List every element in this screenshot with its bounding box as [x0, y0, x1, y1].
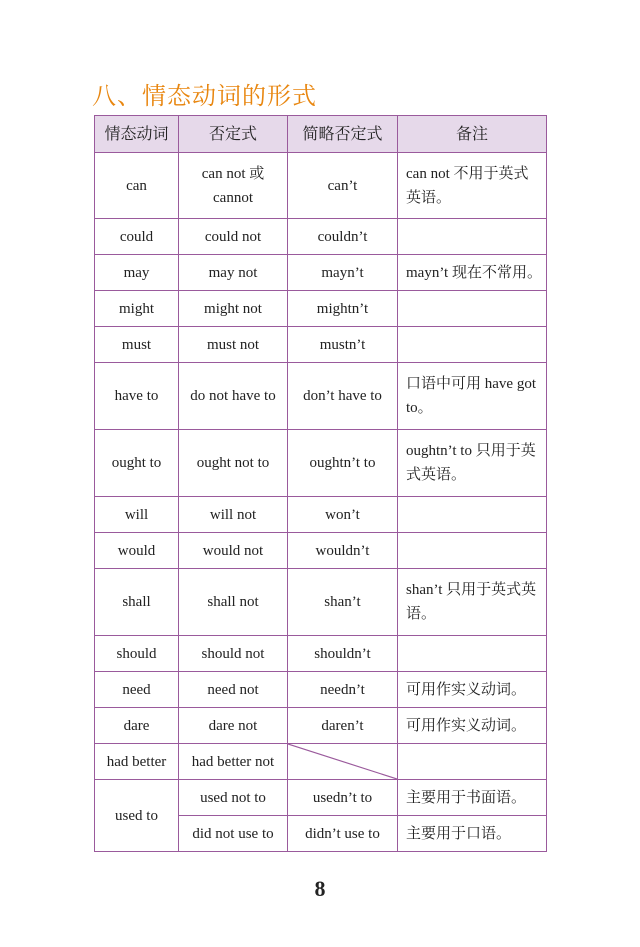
negative-cell: do not have to: [179, 363, 288, 430]
short-negative-cell: shan’t: [288, 569, 398, 636]
short-negative-cell: mightn’t: [288, 291, 398, 327]
table-row: [95, 708, 547, 744]
table-row: [95, 497, 547, 533]
page-number: 8: [314, 876, 326, 901]
table-row: [95, 744, 547, 780]
table-row: [95, 363, 547, 430]
modal-cell: can: [95, 153, 179, 219]
short-negative-cell: daren’t: [288, 708, 398, 744]
short-negative-cell: usedn’t to: [288, 780, 398, 816]
short-negative-cell: can’t: [288, 153, 398, 219]
note-cell: [398, 744, 547, 780]
negative-cell: dare not: [179, 708, 288, 744]
table-row: [95, 327, 547, 363]
modal-cell: will: [95, 497, 179, 533]
negative-cell: should not: [179, 636, 288, 672]
short-negative-cell: needn’t: [288, 672, 398, 708]
modal-cell: shall: [95, 569, 179, 636]
negative-cell: did not use to: [179, 816, 288, 852]
modal-cell: would: [95, 533, 179, 569]
negative-cell: would not: [179, 533, 288, 569]
note-cell: 主要用于书面语。: [398, 780, 547, 816]
table-header-row: [95, 116, 547, 153]
table-row: [95, 780, 547, 816]
note-cell: 口语中可用 have got to。: [398, 363, 547, 430]
note-cell: shan’t 只用于英式英语。: [398, 569, 547, 636]
negative-cell: had better not: [179, 744, 288, 780]
note-cell: [398, 533, 547, 569]
negative-cell: must not: [179, 327, 288, 363]
negative-cell: can not 或 cannot: [179, 153, 288, 219]
table-row: [95, 219, 547, 255]
short-negative-cell: won’t: [288, 497, 398, 533]
modal-cell: had better: [95, 744, 179, 780]
negative-cell: shall not: [179, 569, 288, 636]
modal-cell: used to: [95, 780, 179, 852]
note-cell: 可用作实义动词。: [398, 708, 547, 744]
modal-cell: must: [95, 327, 179, 363]
section-title: 八、情态动词的形式: [92, 82, 317, 110]
short-negative-cell: don’t have to: [288, 363, 398, 430]
table-row: [95, 255, 547, 291]
note-cell: can not 不用于英式英语。: [398, 153, 547, 219]
table-row: [95, 569, 547, 636]
negative-cell: might not: [179, 291, 288, 327]
header-note: 备注: [398, 116, 547, 153]
modal-cell: may: [95, 255, 179, 291]
short-negative-cell: oughtn’t to: [288, 430, 398, 497]
short-negative-cell: couldn’t: [288, 219, 398, 255]
modal-verb-table: [94, 115, 547, 852]
table-row: [95, 533, 547, 569]
negative-cell: need not: [179, 672, 288, 708]
short-negative-cell: wouldn’t: [288, 533, 398, 569]
modal-cell: dare: [95, 708, 179, 744]
table-row: [95, 291, 547, 327]
note-cell: 主要用于口语。: [398, 816, 547, 852]
modal-cell: could: [95, 219, 179, 255]
table-row: [95, 672, 547, 708]
negative-cell: used not to: [179, 780, 288, 816]
header-short-negative: 简略否定式: [288, 116, 398, 153]
modal-cell: should: [95, 636, 179, 672]
note-cell: [398, 636, 547, 672]
short-negative-cell: didn’t use to: [288, 816, 398, 852]
negative-cell: ought not to: [179, 430, 288, 497]
note-cell: 可用作实义动词。: [398, 672, 547, 708]
diagonal-line: [288, 744, 397, 779]
modal-cell: ought to: [95, 430, 179, 497]
table-row: [95, 636, 547, 672]
table-row: [95, 430, 547, 497]
negative-cell: may not: [179, 255, 288, 291]
negative-cell: will not: [179, 497, 288, 533]
short-negative-cell: mustn’t: [288, 327, 398, 363]
short-negative-cell: shouldn’t: [288, 636, 398, 672]
modal-cell: need: [95, 672, 179, 708]
note-cell: mayn’t 现在不常用。: [398, 255, 547, 291]
note-cell: [398, 497, 547, 533]
note-cell: [398, 291, 547, 327]
short-negative-cell: mayn’t: [288, 255, 398, 291]
note-cell: oughtn’t to 只用于英式英语。: [398, 430, 547, 497]
empty-diagonal-cell: [288, 744, 398, 780]
modal-cell: have to: [95, 363, 179, 430]
note-cell: [398, 327, 547, 363]
modal-cell: might: [95, 291, 179, 327]
header-negative: 否定式: [179, 116, 288, 153]
header-modal: 情态动词: [95, 116, 179, 153]
negative-cell: could not: [179, 219, 288, 255]
note-cell: [398, 219, 547, 255]
table-row: [95, 153, 547, 219]
